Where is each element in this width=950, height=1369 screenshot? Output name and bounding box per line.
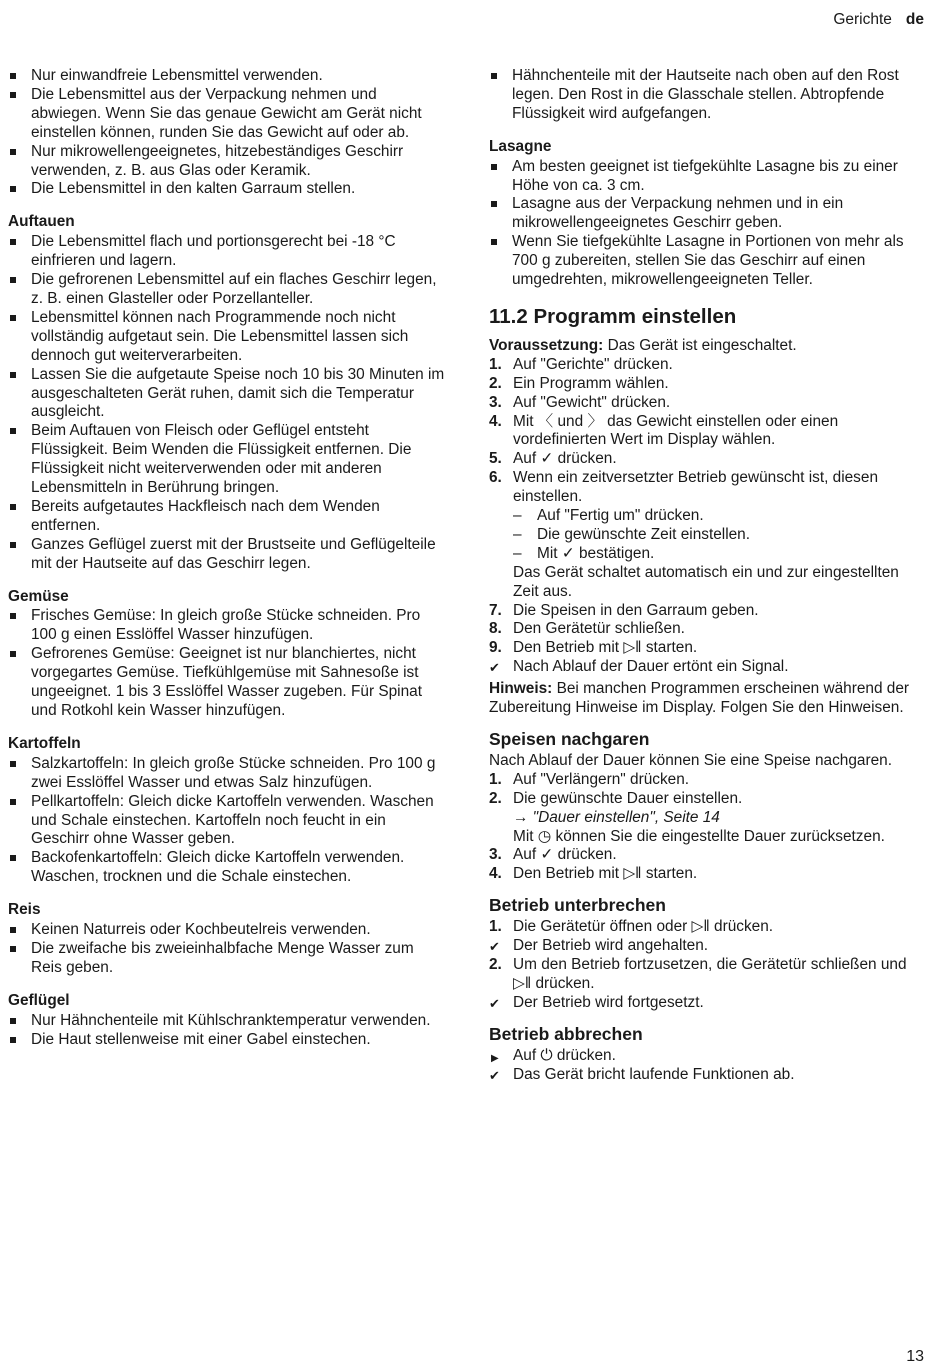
- step-text: Den Betrieb mit: [513, 865, 624, 883]
- gefluegel-list: [8, 1012, 448, 1050]
- list-item: Hähnchenteile mit der Hautseite nach oben auf den Rost legen. Den Rost in die Glasschale stellen. Abtropfende Flüssigkeit wird aufgefangen.: [489, 67, 923, 124]
- prerequisite-text: Das Gerät ist eingeschaltet.: [603, 336, 797, 354]
- heading-reis: Reis: [8, 901, 41, 919]
- gefluegel-cont-list: [489, 67, 923, 124]
- step-item: [489, 620, 923, 639]
- list-item: Die Lebensmittel flach und portionsgerecht bei -18 °C einfrieren und lagern.: [8, 233, 448, 271]
- list-item: Gefrorenes Gemüse: Geeignet ist nur blanchiertes, nicht vorgegartes Gemüse. Tiefkühlgemüse mit Sahnesoße ist ungeeignet. 1 bis 3 Esslöffel Wasser zugeben. Für Spinat und Rotkohl kein Wasser hinzufügen.: [8, 645, 448, 721]
- substep-item: [513, 545, 923, 564]
- heading-abbrechen: Betrieb abbrechen: [489, 1023, 643, 1044]
- step-text: starten.: [641, 639, 698, 657]
- heading-nachgaren: Speisen nachgaren: [489, 729, 650, 749]
- kartoffeln-list: [8, 755, 448, 887]
- result-item: [489, 1066, 923, 1085]
- step-number: 4.: [489, 865, 502, 883]
- step-text: Auf: [513, 1046, 541, 1064]
- page-number: 13: [906, 1348, 924, 1365]
- chevron-left-icon: 〈: [537, 412, 554, 430]
- step-text: drücken.: [709, 918, 774, 936]
- substep-list: [513, 507, 923, 564]
- step-text: und: [553, 412, 588, 430]
- step-followup: Das Gerät schaltet automatisch ein und zur eingestellten Zeit aus.: [513, 563, 899, 600]
- start-pause-icon: ▷‖: [513, 974, 532, 992]
- list-item: Nur mikrowellengeeignetes, hitzebeständiges Geschirr verwenden, z. B. aus Glas oder Keramik.: [8, 143, 448, 181]
- result-text: Der Betrieb wird fortgesetzt.: [513, 993, 704, 1011]
- step-item: [489, 1047, 923, 1066]
- list-item: Wenn Sie tiefgekühlte Lasagne in Portionen von mehr als 700 g zubereiten, stellen Sie das Geschirr auf einen umgedrehten, mikrowellengeeigneten Teller.: [489, 233, 923, 290]
- step-number: 8.: [489, 620, 502, 638]
- step-number: 1.: [489, 918, 502, 936]
- step-number: 2.: [489, 789, 502, 807]
- nachgaren-intro: Nach Ablauf der Dauer können Sie eine Speise nachgaren.: [489, 751, 892, 769]
- step-number: 3.: [489, 846, 502, 864]
- step-text: können Sie die eingestellte Dauer zurücksetzen.: [551, 827, 885, 845]
- step-item: [489, 771, 923, 790]
- step-number: 1.: [489, 355, 502, 373]
- result-item: [489, 937, 923, 956]
- step-text: Die Gerätetür öffnen oder: [513, 918, 692, 936]
- step-text: Wenn ein zeitversetzter Betrieb gewünscht ist, diesen einstellen.: [513, 469, 879, 506]
- hint-label: Hinweis:: [489, 680, 553, 698]
- power-icon: ⏻: [540, 1046, 553, 1064]
- list-item: Frisches Gemüse: In gleich große Stücke schneiden. Pro 100 g einen Esslöffel Wasser hinzufügen.: [8, 607, 448, 645]
- result-item: [489, 658, 923, 677]
- list-item: Bereits aufgetautes Hackfleisch nach dem Wenden entfernen.: [8, 498, 448, 536]
- list-item: Lebensmittel können nach Programmende noch nicht vollständig aufgetaut sein. Die Lebensmittel lassen sich dennoch gut weiterverarbeiten.: [8, 309, 448, 366]
- step-item: [489, 602, 923, 621]
- step-text: drücken.: [552, 1046, 616, 1064]
- step-number: 3.: [489, 393, 502, 411]
- heading-kartoffeln: Kartoffeln: [8, 734, 81, 752]
- step-text: Die Speisen in den Garraum geben.: [513, 601, 759, 619]
- step-text: Den Gerätetür schließen.: [513, 620, 685, 638]
- step-number: 1.: [489, 770, 502, 788]
- lasagne-list: [489, 158, 923, 290]
- substep-text: Mit: [537, 544, 562, 562]
- step-item: [489, 956, 923, 994]
- step-number: 6.: [489, 469, 502, 487]
- step-text: Ein Programm wählen.: [513, 374, 669, 392]
- reis-list: [8, 921, 448, 978]
- list-item: Lassen Sie die aufgetaute Speise noch 10 bis 30 Minuten im ausgeschalteten Gerät ruhen, damit sich die Temperatur ausgleicht.: [8, 366, 448, 423]
- unterbrechen-steps: [489, 918, 923, 1013]
- start-pause-icon: ▷‖: [623, 639, 642, 657]
- step-text: Auf "Verlängern" drücken.: [513, 770, 690, 788]
- list-item: Lasagne aus der Verpackung nehmen und in ein mikrowellengeeignetes Geschirr geben.: [489, 195, 923, 233]
- step-text: Den Betrieb mit: [513, 639, 624, 657]
- instruction-arrow-icon: ▶: [491, 1052, 499, 1064]
- heading-unterbrechen: Betrieb unterbrechen: [489, 895, 666, 916]
- list-item: Die zweifache bis zweieinhalbfache Menge Wasser zum Reis geben.: [8, 940, 448, 978]
- header-section: Gerichte: [833, 11, 892, 28]
- result-text: Der Betrieb wird angehalten.: [513, 937, 709, 955]
- step-number: 9.: [489, 639, 502, 657]
- prerequisite-label: Voraussetzung:: [489, 336, 604, 354]
- step-item: [489, 356, 923, 375]
- step-text: Auf "Gewicht" drücken.: [513, 393, 671, 411]
- substep-item: – Auf "Fertig um" drücken.: [513, 507, 923, 526]
- list-item: Am besten geeignet ist tiefgekühlte Lasagne bis zu einer Höhe von ca. 3 cm.: [489, 158, 923, 196]
- header-language: de: [905, 11, 924, 28]
- timer-icon: ◷: [537, 827, 552, 845]
- result-check-icon: ✔: [489, 995, 500, 1011]
- step-item: [489, 639, 923, 658]
- nachgaren-steps: [489, 771, 923, 884]
- step-text: drücken.: [531, 974, 595, 992]
- start-pause-icon: ▷‖: [691, 918, 710, 936]
- step-text: drücken.: [553, 450, 617, 468]
- gemuese-list: [8, 607, 448, 720]
- list-item: Die Lebensmittel in den kalten Garraum stellen.: [8, 180, 448, 199]
- heading-gefluegel: Geflügel: [8, 991, 70, 1009]
- step-item: [489, 413, 923, 451]
- result-check-icon: ✔: [489, 939, 500, 955]
- list-item: Die Lebensmittel aus der Verpackung nehmen und abwiegen. Wenn Sie das genaue Gewicht am Gerät nicht einstellen können, runden Sie das Gewicht auf oder ab.: [8, 86, 448, 143]
- list-item: Die gefrorenen Lebensmittel auf ein flaches Geschirr legen, z. B. einen Glasteller oder Porzellanteller.: [8, 271, 448, 309]
- result-text: Nach Ablauf der Dauer ertönt ein Signal.: [513, 658, 789, 676]
- hint-text: Bei manchen Programmen erscheinen während der Zubereitung Hinweise im Display. Folgen Sie den Hinweisen.: [489, 680, 910, 717]
- checkmark-icon: ✓: [540, 450, 554, 468]
- auftauen-list: [8, 233, 448, 573]
- list-item: Salzkartoffeln: In gleich große Stücke schneiden. Pro 100 g zwei Esslöffel Wasser und etwas Salz hinzufügen.: [8, 755, 448, 793]
- abbrechen-steps: [489, 1047, 923, 1085]
- result-item: [489, 994, 923, 1013]
- step-number: 4.: [489, 412, 502, 430]
- chevron-right-icon: 〉: [587, 412, 603, 430]
- list-item: Keinen Naturreis oder Kochbeutelreis verwenden.: [8, 921, 448, 940]
- right-column: [489, 67, 923, 1084]
- heading-lasagne: Lasagne: [489, 137, 552, 155]
- heading-auftauen: Auftauen: [8, 213, 75, 231]
- list-item: Ganzes Geflügel zuerst mit der Brustseite und Geflügelteile mit der Hautseite auf das Geschirr legen.: [8, 536, 448, 574]
- step-text: drücken.: [553, 846, 617, 864]
- list-item: Nur Hähnchenteile mit Kühlschranktemperatur verwenden.: [8, 1012, 448, 1031]
- page-header: [833, 11, 924, 29]
- checkmark-icon: ✓: [561, 544, 575, 562]
- checkmark-icon: ✓: [540, 846, 554, 864]
- step-item: [489, 918, 923, 937]
- step-item: [489, 375, 923, 394]
- step-item: [489, 846, 923, 865]
- step-text: Auf: [513, 846, 541, 864]
- substep-text: bestätigen.: [574, 544, 655, 562]
- hint: [489, 680, 923, 718]
- step-text: Auf: [513, 450, 541, 468]
- step-item: [489, 450, 923, 469]
- list-item: Beim Auftauen von Fleisch oder Geflügel entsteht Flüssigkeit. Beim Wenden die Flüssigkeit entfernen. Die Flüssigkeit nicht weiterverwenden oder mit anderen Lebensmitteln in Berührung bringen.: [8, 422, 448, 498]
- step-text: das Gewicht einstellen oder einen vordefinierten Wert im Display wählen.: [513, 412, 839, 449]
- section-title-programm: 11.2 Programm einstellen: [489, 304, 737, 328]
- step-text: Um den Betrieb fortzusetzen, die Gerätetür schließen und: [513, 955, 907, 973]
- prerequisite: [489, 337, 923, 356]
- step-number: 2.: [489, 955, 502, 973]
- step-number: 7.: [489, 601, 502, 619]
- step-text: starten.: [641, 865, 698, 883]
- step-item: [489, 394, 923, 413]
- result-text: Das Gerät bricht laufende Funktionen ab.: [513, 1065, 795, 1083]
- list-item: Die Haut stellenweise mit einer Gabel einstechen.: [8, 1031, 448, 1050]
- step-text: Mit: [513, 412, 538, 430]
- result-check-icon: ✔: [489, 660, 500, 676]
- list-item: Nur einwandfreie Lebensmittel verwenden.: [8, 67, 448, 86]
- step-text: Die gewünschte Dauer einstellen.: [513, 789, 743, 807]
- list-item: Pellkartoffeln: Gleich dicke Kartoffeln verwenden. Waschen und Schale einstechen. Kartoffeln noch feucht in ein Geschirr ohne Wasser geben.: [8, 793, 448, 850]
- step-item: [489, 469, 923, 601]
- cross-reference-link[interactable]: "Dauer einstellen", Seite 14: [532, 808, 720, 826]
- list-item: Backofenkartoffeln: Gleich dicke Kartoffeln verwenden. Waschen, trocknen und die Schale einstechen.: [8, 849, 448, 887]
- step-number: 2.: [489, 374, 502, 392]
- step-text: Mit: [513, 827, 538, 845]
- step-item: [489, 790, 923, 847]
- substep-item: – Die gewünschte Zeit einstellen.: [513, 526, 923, 545]
- step-text: Auf "Gerichte" drücken.: [513, 355, 673, 373]
- intro-list: [8, 67, 448, 199]
- reference-arrow-icon: →: [513, 808, 529, 826]
- left-column: [8, 67, 448, 1050]
- heading-gemuese: Gemüse: [8, 587, 69, 605]
- step-item: [489, 865, 923, 884]
- step-number: 5.: [489, 450, 502, 468]
- result-check-icon: ✔: [489, 1067, 500, 1083]
- start-pause-icon: ▷‖: [623, 865, 642, 883]
- programm-steps: [489, 356, 923, 677]
